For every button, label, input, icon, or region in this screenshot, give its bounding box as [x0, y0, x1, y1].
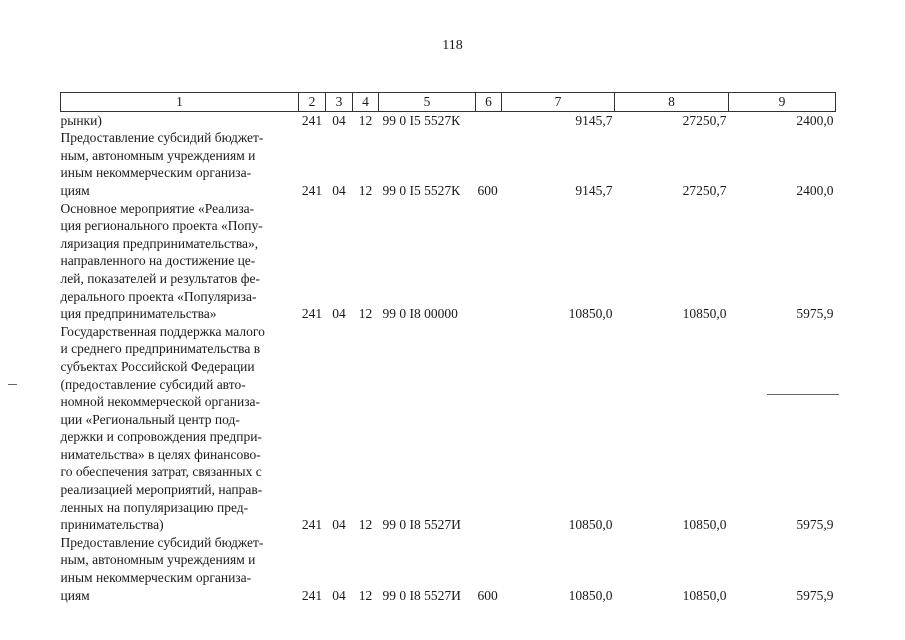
- cell-col7: 10850,0: [568, 587, 613, 603]
- row-description: Предоставление субсидий бюджет- ным, автономным учреждениям и иным некоммерческим организа- циям: [60, 130, 264, 198]
- column-header: 6: [476, 93, 502, 112]
- cell-col9: 2400,0: [796, 112, 834, 128]
- cell-col8: 10850,0: [682, 587, 727, 603]
- column-header: 1: [61, 93, 299, 112]
- cell-col8: 10850,0: [682, 306, 727, 322]
- cell-col3: 04: [332, 587, 346, 603]
- cell-col9: 5975,9: [796, 517, 834, 533]
- cell-col4: 12: [358, 587, 373, 603]
- cell-col3: 04: [332, 112, 346, 128]
- column-header: 5: [379, 93, 476, 112]
- cell-col6: 600: [477, 587, 498, 603]
- cell-col2: 241: [301, 112, 323, 128]
- cell-col4: 12: [358, 182, 373, 198]
- cell-col7: 9145,7: [575, 112, 613, 128]
- row-description: Основное мероприятие «Реализа- ция регионального проекта «Попу- ляризация предпринимательства», направленного на достижение це- лей, показателей и результатов фе- дерального проекта «Популяриза- ция предпринимательства»: [60, 200, 263, 322]
- cell-col3: 04: [332, 517, 346, 533]
- cell-col8: 27250,7: [682, 112, 727, 128]
- cell-col5: 99 0 I5 5527К: [382, 182, 461, 198]
- table-row: [61, 200, 836, 323]
- cell-col6: [476, 323, 502, 534]
- cell-col6: [476, 111, 502, 129]
- cell-col9: 5975,9: [796, 587, 834, 603]
- cell-col6: [476, 200, 502, 323]
- column-header: 9: [729, 93, 836, 112]
- cell-col7: 9145,7: [575, 182, 613, 198]
- cell-col2: 241: [301, 587, 323, 603]
- cell-col4: 12: [358, 517, 373, 533]
- page-number: 118: [442, 38, 463, 53]
- cell-col4: 12: [358, 306, 373, 322]
- cell-col2: 241: [301, 517, 323, 533]
- cell-col5: 99 0 I5 5527К: [382, 112, 461, 128]
- cell-col3: 04: [332, 306, 346, 322]
- table-row: [61, 323, 836, 534]
- cell-col5: 99 0 I8 5527И: [382, 587, 461, 603]
- table-row: [61, 111, 836, 129]
- budget-table: [60, 92, 836, 604]
- cell-col2: 241: [301, 306, 323, 322]
- cell-col8: 10850,0: [682, 517, 727, 533]
- cell-col8: 27250,7: [682, 182, 727, 198]
- column-header: 7: [502, 93, 615, 112]
- column-header: 3: [326, 93, 353, 112]
- column-header: 4: [353, 93, 379, 112]
- cell-col7: 10850,0: [568, 306, 613, 322]
- cell-col4: 12: [358, 112, 373, 128]
- scan-artifact: [8, 384, 17, 385]
- cell-col5: 99 0 I8 00000: [382, 306, 458, 322]
- cell-col9: 2400,0: [796, 182, 834, 198]
- row-description: Предоставление субсидий бюджет- ным, автономным учреждениям и иным некоммерческим организа- циям: [60, 534, 264, 603]
- header-row: [61, 93, 836, 112]
- column-header: 8: [615, 93, 729, 112]
- row-description: рынки): [60, 112, 102, 128]
- cell-col9: 5975,9: [796, 306, 834, 322]
- cell-col2: 241: [301, 182, 323, 198]
- row-description: Государственная поддержка малого и среднего предпринимательства в субъектах Российской Федерации (предоставление субсидий авто- номной некоммерческой организа- ции «Региональный центр под- держки и сопровождения предпри- нимательства» в целях финансово- го обеспечения затрат, связанных с реализацией мероприятий, направ- ленных на популяризацию пред- принимательства): [60, 323, 265, 533]
- cell-col6: 600: [477, 182, 498, 198]
- cell-col5: 99 0 I8 5527И: [382, 517, 461, 533]
- cell-col7: 10850,0: [568, 517, 613, 533]
- table-row: [61, 129, 836, 199]
- column-header: 2: [299, 93, 326, 112]
- scan-artifact: [767, 394, 839, 395]
- table-row: [61, 534, 836, 604]
- cell-col3: 04: [332, 182, 346, 198]
